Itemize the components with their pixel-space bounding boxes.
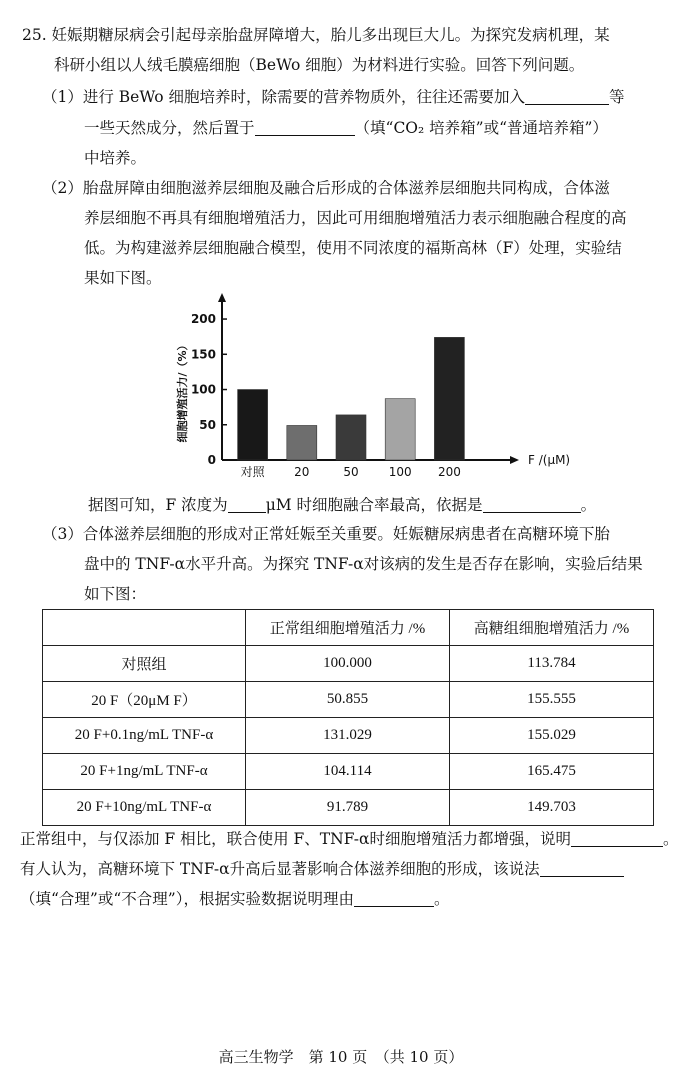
table-header-cell: 高糖组细胞增殖活力 /% (450, 610, 654, 646)
table-cell: 20 F+1ng/mL TNF-α (43, 754, 246, 790)
closing-text-b: 。 (662, 830, 679, 848)
table-cell: 91.789 (246, 790, 450, 826)
closing-line-3 (20, 888, 449, 910)
bar (336, 415, 366, 460)
part2-line-4: 果如下图。 (84, 269, 162, 287)
answer-blank-7[interactable] (354, 890, 434, 907)
closing-text-a: 正常组中，与仅添加 F 相比，联合使用 F、TNF-α时细胞增殖活力都增强，说明 (20, 830, 571, 848)
part1-text-b: 等 (609, 88, 625, 106)
table-cell: 113.784 (450, 646, 654, 682)
closing-text-d: （填“合理”或“不合理”），根据实验数据说明理由 (20, 890, 354, 908)
part1-line-3: 中培养。 (84, 149, 147, 167)
x-tick-label: 200 (437, 465, 461, 479)
table-cell: 对照组 (43, 646, 246, 682)
table-cell: 155.029 (450, 718, 654, 754)
chart-labels (175, 312, 570, 479)
part3-line-1: （3）合体滋养层细胞的形成对正常妊娠至关重要。妊娠糖尿病患者在高糖环境下胎 (42, 525, 610, 543)
table-header-row (43, 610, 654, 646)
question-intro-1: 妊娠期糖尿病会引起母亲胎盘屏障增大，胎儿多出现巨大儿。为探究发病机理，某 (51, 26, 610, 44)
chart-bars (238, 337, 465, 460)
table-row (43, 682, 654, 718)
y-axis-label: 细胞增殖活力/（%） (176, 339, 189, 443)
table-cell: 20 F+0.1ng/mL TNF-α (43, 718, 246, 754)
answer-blank-1[interactable] (525, 88, 609, 105)
part2-after-c: 。 (580, 496, 597, 514)
question-number: 25. (22, 26, 47, 44)
part3-line-2: 盘中的 TNF-α水平升高。为探究 TNF-α对该病的发生是否存在影响，实验后结果 (84, 555, 643, 573)
bar (434, 337, 464, 460)
table-row (43, 718, 654, 754)
answer-blank-3[interactable] (228, 496, 266, 513)
part3-line-3: 如下图： (84, 585, 147, 603)
x-tick-label: 50 (343, 465, 359, 479)
bar (287, 425, 317, 460)
answer-blank-2[interactable] (255, 119, 355, 136)
bar (238, 390, 268, 460)
question-intro-2: 科研小组以人绒毛膜癌细胞（BeWo 细胞）为材料进行实验。回答下列问题。 (54, 56, 585, 74)
part1-line-2 (84, 117, 608, 139)
x-axis-label: F /(μM) (528, 453, 571, 467)
table-cell: 100.000 (246, 646, 450, 682)
results-table (42, 609, 654, 826)
part2-after-a: 据图可知，F 浓度为 (88, 496, 228, 514)
table-cell: 104.114 (246, 754, 450, 790)
y-tick-label: 0 (207, 453, 216, 467)
table-row (43, 646, 654, 682)
part2-line-1: （2）胎盘屏障由细胞滋养层细胞及融合后形成的合体滋养层细胞共同构成，合体滋 (42, 179, 610, 197)
table-cell: 155.555 (450, 682, 654, 718)
x-tick-label: 对照 (240, 465, 265, 479)
part2-after-line (88, 494, 596, 516)
bar (385, 399, 415, 460)
answer-blank-5[interactable] (571, 830, 663, 847)
closing-line-1 (20, 828, 678, 850)
y-axis-arrow (218, 293, 226, 302)
x-tick-label: 20 (294, 465, 310, 479)
part2-after-b: μM 时细胞融合率最高，依据是 (265, 496, 483, 514)
y-tick-label: 100 (190, 382, 216, 397)
table-cell: 149.703 (450, 790, 654, 826)
table-header-cell: 正常组细胞增殖活力 /% (246, 610, 450, 646)
table-cell: 20 F（20μM F） (43, 682, 246, 718)
table-cell: 50.855 (246, 682, 450, 718)
y-tick-label: 150 (190, 347, 216, 362)
table-header-cell (43, 610, 246, 646)
part1-line-1 (42, 86, 625, 108)
table-cell: 20 F+10ng/mL TNF-α (43, 790, 246, 826)
part1-text-c: 一些天然成分，然后置于 (84, 119, 255, 137)
table-cell: 131.029 (246, 718, 450, 754)
table-row (43, 754, 654, 790)
x-tick-label: 100 (388, 465, 412, 479)
closing-text-c: 有人认为，高糖环境下 TNF-α升高后显著影响合体滋养细胞的形成，该说法 (20, 860, 540, 878)
part1-text-a: （1）进行 BeWo 细胞培养时，除需要的营养物质外，往往还需要加入 (42, 88, 525, 106)
part2-line-2: 养层细胞不再具有细胞增殖活力，因此可用细胞增殖活力表示细胞融合程度的高 (84, 209, 627, 227)
y-tick-label: 50 (199, 417, 216, 432)
table-cell: 165.475 (450, 754, 654, 790)
y-tick-label: 200 (190, 312, 216, 327)
part2-line-3: 低。为构建滋养层细胞融合模型，使用不同浓度的福斯高林（F）处理，实验结 (84, 239, 622, 257)
closing-text-e: 。 (433, 890, 450, 908)
question-line-1 (22, 24, 610, 46)
x-axis-arrow (510, 456, 519, 464)
answer-blank-6[interactable] (540, 860, 624, 877)
page-footer: 高三生物学 第 10 页 （共 10 页） (218, 1048, 464, 1066)
bar-chart (170, 292, 571, 482)
part1-text-d: （填“CO₂ 培养箱”或“普通培养箱”） (354, 119, 608, 137)
closing-line-2 (20, 858, 624, 880)
answer-blank-4[interactable] (483, 496, 581, 513)
table-row (43, 790, 654, 826)
